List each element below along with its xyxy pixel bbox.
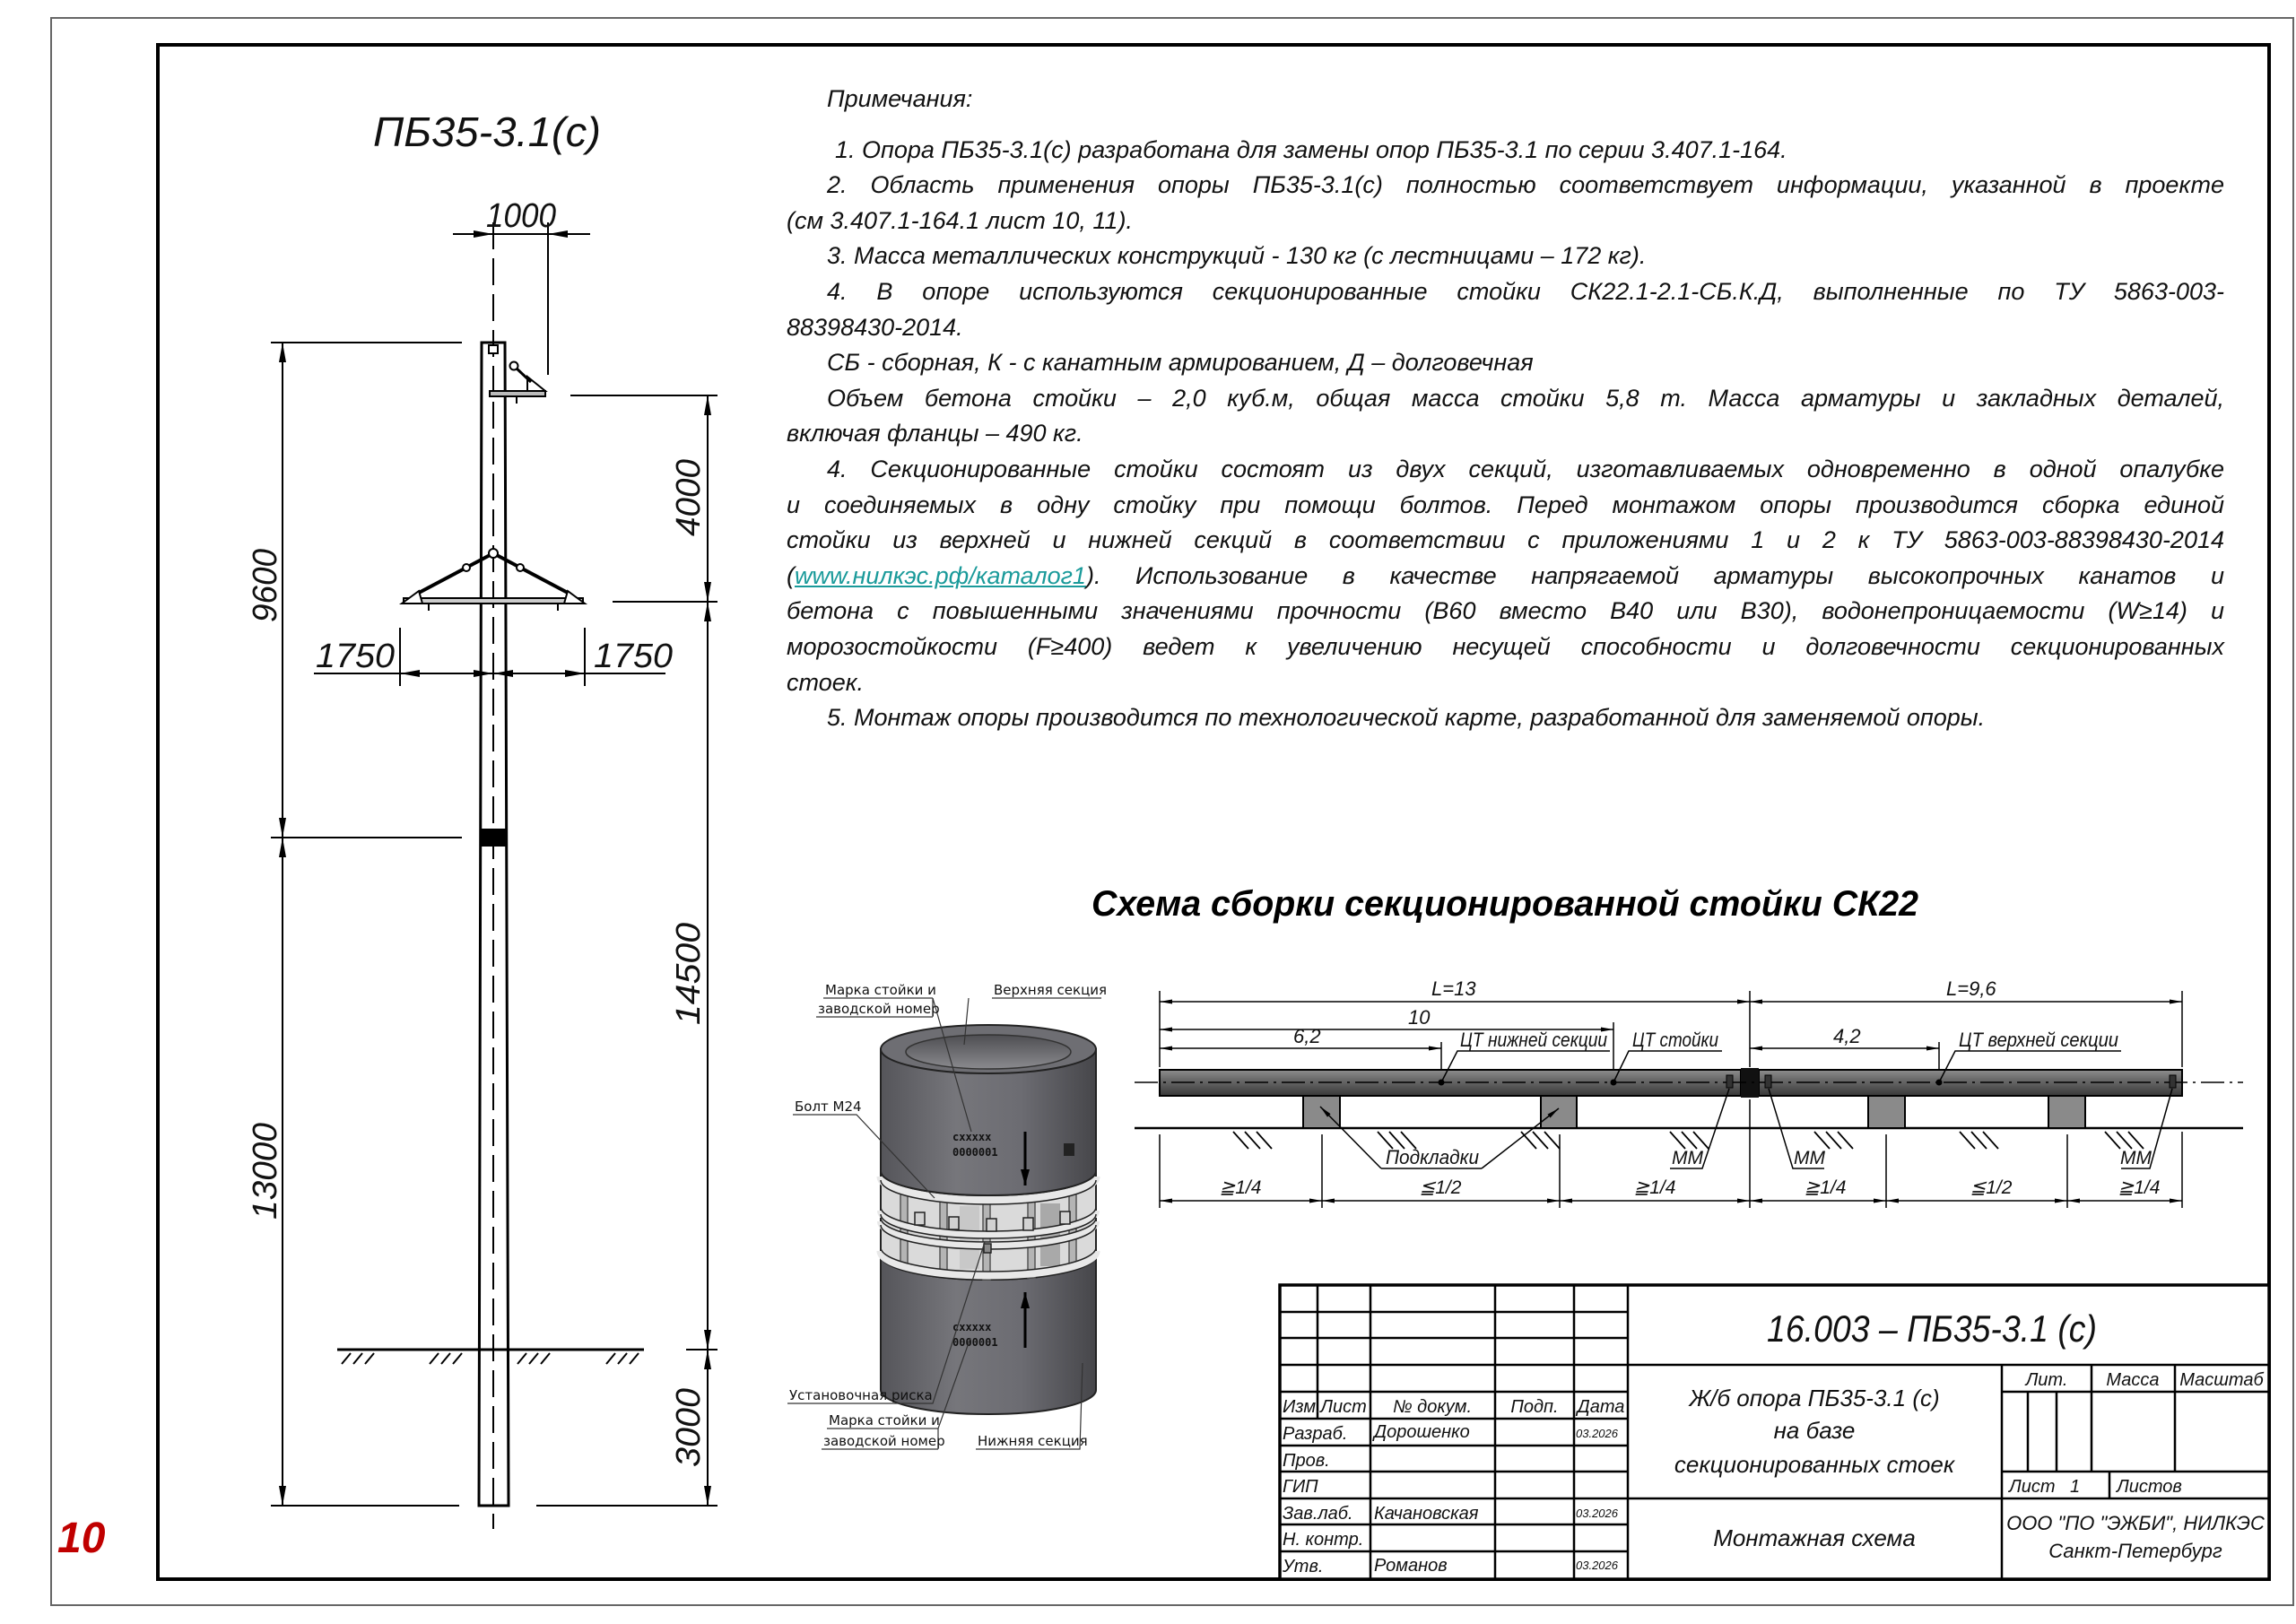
upper-cg-distance-label: 4,2 <box>1833 1025 1861 1047</box>
ground-hatch-line <box>441 1353 450 1364</box>
mm-mark <box>1726 1075 1733 1088</box>
support-block <box>1541 1096 1577 1128</box>
length-upper-section-label: L=9,6 <box>1946 977 1996 1000</box>
spacing-label: ≧1/4 <box>1219 1177 1262 1198</box>
mm-mark <box>2170 1075 2176 1088</box>
note-line: 5. Монтаж опоры производится по технологической карте, разработанной для заменяемой опоры. <box>827 704 1986 732</box>
upper-mark-code: cxxxxx <box>952 1131 992 1143</box>
callout-mark-bottom-line2: заводской номер <box>823 1433 945 1449</box>
upper-section-bore <box>906 1035 1071 1069</box>
product-name-line3: секционированных стоек <box>1674 1451 1955 1478</box>
spacing-label: ≦1/2 <box>1419 1177 1462 1198</box>
note-line: СБ - сборная, К - с канатным армированием, Д – долговечная <box>827 349 1534 377</box>
document-type: Монтажная схема <box>1713 1524 1916 1551</box>
dimension-4000-label: 4000 <box>670 460 708 536</box>
name-approver: Романов <box>1374 1556 1448 1576</box>
spacing-label: ≧1/4 <box>1804 1177 1847 1198</box>
header-doc-number: № докум. <box>1392 1397 1473 1417</box>
title-block <box>1280 1285 2269 1579</box>
callout-lower-section: Нижняя секция <box>978 1433 1088 1449</box>
note-line: бетона с повышенными значениями прочности (В60 вместо В40 или В30), водонепроницаемости (W≥14) и <box>787 597 2224 625</box>
note-line: 3. Масса металлических конструкций - 130 кг (с лестницами – 172 кг). <box>827 242 1647 270</box>
sheets-total-label: Листов <box>2117 1477 2182 1497</box>
section-joint-flange <box>481 829 507 847</box>
note-line: 2. Область применения опоры ПБ35-3.1(с) полностью соответствует информации, указанной в проекте <box>827 171 2224 199</box>
sheet-label: Лист <box>2009 1477 2056 1497</box>
cg-upper-section-label: ЦТ верхней секции <box>1959 1029 2118 1051</box>
lit-header: Лит. <box>2025 1370 2068 1390</box>
sheet-number: 1 <box>2070 1477 2081 1497</box>
product-name-line1: Ж/б опора ПБ35-3.1 (с) <box>1689 1385 1940 1411</box>
sectioned-pole-joint-view <box>787 982 1107 1449</box>
ground-hatch-line <box>606 1353 615 1364</box>
ground-hatch-line <box>365 1353 374 1364</box>
callout-bolt-m24: Болт М24 <box>795 1099 862 1115</box>
dimension-1000 <box>453 197 590 375</box>
scale-header: Масштаб <box>2179 1370 2264 1390</box>
note-text: ( <box>787 561 795 589</box>
mm-label: ММ <box>1672 1148 1703 1168</box>
supports-label: Подкладки <box>1386 1146 1479 1168</box>
role-norm-control: Н. контр. <box>1283 1530 1364 1550</box>
date-lab-head: 03.2026 <box>1576 1507 1618 1520</box>
note-line: 1. Опора ПБ35-3.1(с) разработана для замены опор ПБ35-3.1 по серии 3.407.1-164. <box>835 135 1787 163</box>
dimension-right-chain <box>536 395 718 1506</box>
note-line: (см 3.407.1-164.1 лист 10, 11). <box>787 206 1133 234</box>
organization-name: ООО "ПО "ЭЖБИ", НИЛКЭС <box>2006 1512 2265 1534</box>
bolt <box>1060 1211 1070 1224</box>
ground-hatch-line <box>529 1353 538 1364</box>
header-change: Изм. <box>1283 1397 1321 1417</box>
catalog-link[interactable]: www.нилкэс.рф/каталог1 <box>795 561 1086 589</box>
dimension-1750-right-label: 1750 <box>594 638 673 675</box>
document-designation: 16.003 – ПБ35-3.1 (с) <box>1767 1307 2097 1350</box>
date-approver: 03.2026 <box>1576 1559 1618 1572</box>
pole-cg-distance-label: 10 <box>1408 1006 1431 1029</box>
callout-mark-top-line2: заводской номер <box>818 1001 940 1017</box>
dimension-13000-label: 13000 <box>247 1125 284 1220</box>
name-lab-head: Качановская <box>1374 1504 1479 1524</box>
note-text: ). Использование в качестве напрягаемой арматуры высокопрочных канатов и <box>1085 561 2224 589</box>
cg-pole-label: ЦТ стойки <box>1632 1029 1718 1051</box>
support-block <box>1868 1096 1905 1128</box>
role-lab-head: Зав.лаб. <box>1283 1504 1353 1524</box>
ground-hatch-line <box>353 1353 362 1364</box>
dimension-left-chain <box>247 343 462 1506</box>
header-signature: Подп. <box>1510 1397 1559 1417</box>
callout-upper-section: Верхняя секция <box>994 982 1108 998</box>
embedded-plate-square <box>1064 1143 1074 1156</box>
bolt <box>949 1217 959 1229</box>
upper-serial-number: 0000001 <box>952 1146 998 1159</box>
dimension-1750-left-label: 1750 <box>316 638 395 675</box>
ground-hatch-line <box>630 1353 639 1364</box>
pole-drawing-title: ПБ35-3.1(с) <box>373 109 601 155</box>
bolt <box>915 1212 925 1225</box>
header-sheet: Лист <box>1320 1397 1367 1417</box>
note-line: 4. В опоре используются секционированные стойки СК22.1-2.1-СБ.К.Д, выполненные по ТУ 5863-003- <box>827 277 2224 305</box>
length-lower-section-label: L=13 <box>1431 977 1476 1000</box>
notes-section <box>787 82 2224 736</box>
callout-mark-bottom-line1: Марка стойки и <box>829 1412 940 1429</box>
assembly-scheme-title: Схема сборки секционированной стойки СК22 <box>1091 884 1918 924</box>
note-line: стоек. <box>787 668 864 696</box>
note-line: 88398430-2014. <box>787 313 963 341</box>
mm-label: ММ <box>1794 1148 1825 1168</box>
dimension-1000-label: 1000 <box>486 197 556 235</box>
callout-mark-top-line1: Марка стойки и <box>825 982 936 998</box>
header-date: Дата <box>1577 1397 1625 1417</box>
note-line: Объем бетона стойки – 2,0 куб.м, общая масса стойки 5,8 т. Масса арматуры и закладных деталей, <box>827 384 2224 412</box>
spacing-label: ≧1/4 <box>2118 1177 2161 1198</box>
ground-hatch-line <box>618 1353 627 1364</box>
role-approver: Утв. <box>1283 1557 1324 1576</box>
name-developer: Дорошенко <box>1374 1422 1470 1442</box>
role-developer: Разраб. <box>1283 1424 1348 1444</box>
role-checker: Пров. <box>1283 1451 1330 1471</box>
dimension-9600-label: 9600 <box>247 546 284 622</box>
note-line: и соединяемых в одну стойку при помощи болтов. Перед монтажом опоры производится сборка единой <box>787 491 2224 518</box>
product-name-line2: на базе <box>1773 1417 1856 1444</box>
note-line-with-link <box>787 559 2224 595</box>
mm-label: ММ <box>2120 1148 2152 1168</box>
mass-header: Масса <box>2106 1370 2160 1390</box>
note-line: включая фланцы – 490 кг. <box>787 420 1083 447</box>
note-line: морозостойкости (F≥400) ведет к увеличению несущей способности и долговечности секционированных <box>787 632 2224 660</box>
ground-hatch-line <box>453 1353 462 1364</box>
spacing-label: ≦1/2 <box>1970 1177 2013 1198</box>
lower-mark-code: cxxxxx <box>952 1321 992 1333</box>
ground-hatch-line <box>541 1353 550 1364</box>
pole-top-cap-plate <box>489 345 498 353</box>
lower-serial-number: 0000001 <box>952 1336 998 1349</box>
spacing-label: ≧1/4 <box>1633 1177 1676 1198</box>
callout-alignment-mark: Установочная риска <box>789 1387 933 1403</box>
dimension-14500-label: 14500 <box>670 930 708 1025</box>
support-block <box>1303 1096 1340 1128</box>
lower-cg-distance-label: 6,2 <box>1293 1025 1321 1047</box>
pole-elevation-drawing <box>247 109 718 1529</box>
role-chief-engineer: ГИП <box>1283 1477 1318 1497</box>
date-developer: 03.2026 <box>1576 1427 1618 1440</box>
organization-city: Санкт-Петербург <box>2048 1540 2222 1562</box>
ground-hatch-line <box>430 1353 439 1364</box>
cg-lower-section-label: ЦТ нижней секции <box>1460 1029 1607 1051</box>
ground-hatch-line <box>342 1353 351 1364</box>
horizontal-assembly-diagram <box>1135 977 2243 1208</box>
bolt <box>1023 1218 1033 1230</box>
notes-heading: Примечания: <box>827 85 973 112</box>
note-line: 4. Секционированные стойки состоят из двух секций, изготавливаемых одновременно в одной опалубке <box>827 455 2224 482</box>
page-number: 10 <box>57 1515 106 1562</box>
note-line: стойки из верхней и нижней секций в соответствии с приложениями 1 и 2 к ТУ 5863-003-88398430-2014 <box>787 526 2224 554</box>
alignment-mark-notch <box>984 1244 991 1253</box>
upper-section-beam <box>1759 1070 2182 1096</box>
bolt <box>987 1219 996 1231</box>
dimension-3000-label: 3000 <box>670 1391 708 1467</box>
support-block <box>2048 1096 2085 1128</box>
ground-hatch-line <box>517 1353 526 1364</box>
mm-mark <box>1765 1075 1771 1088</box>
